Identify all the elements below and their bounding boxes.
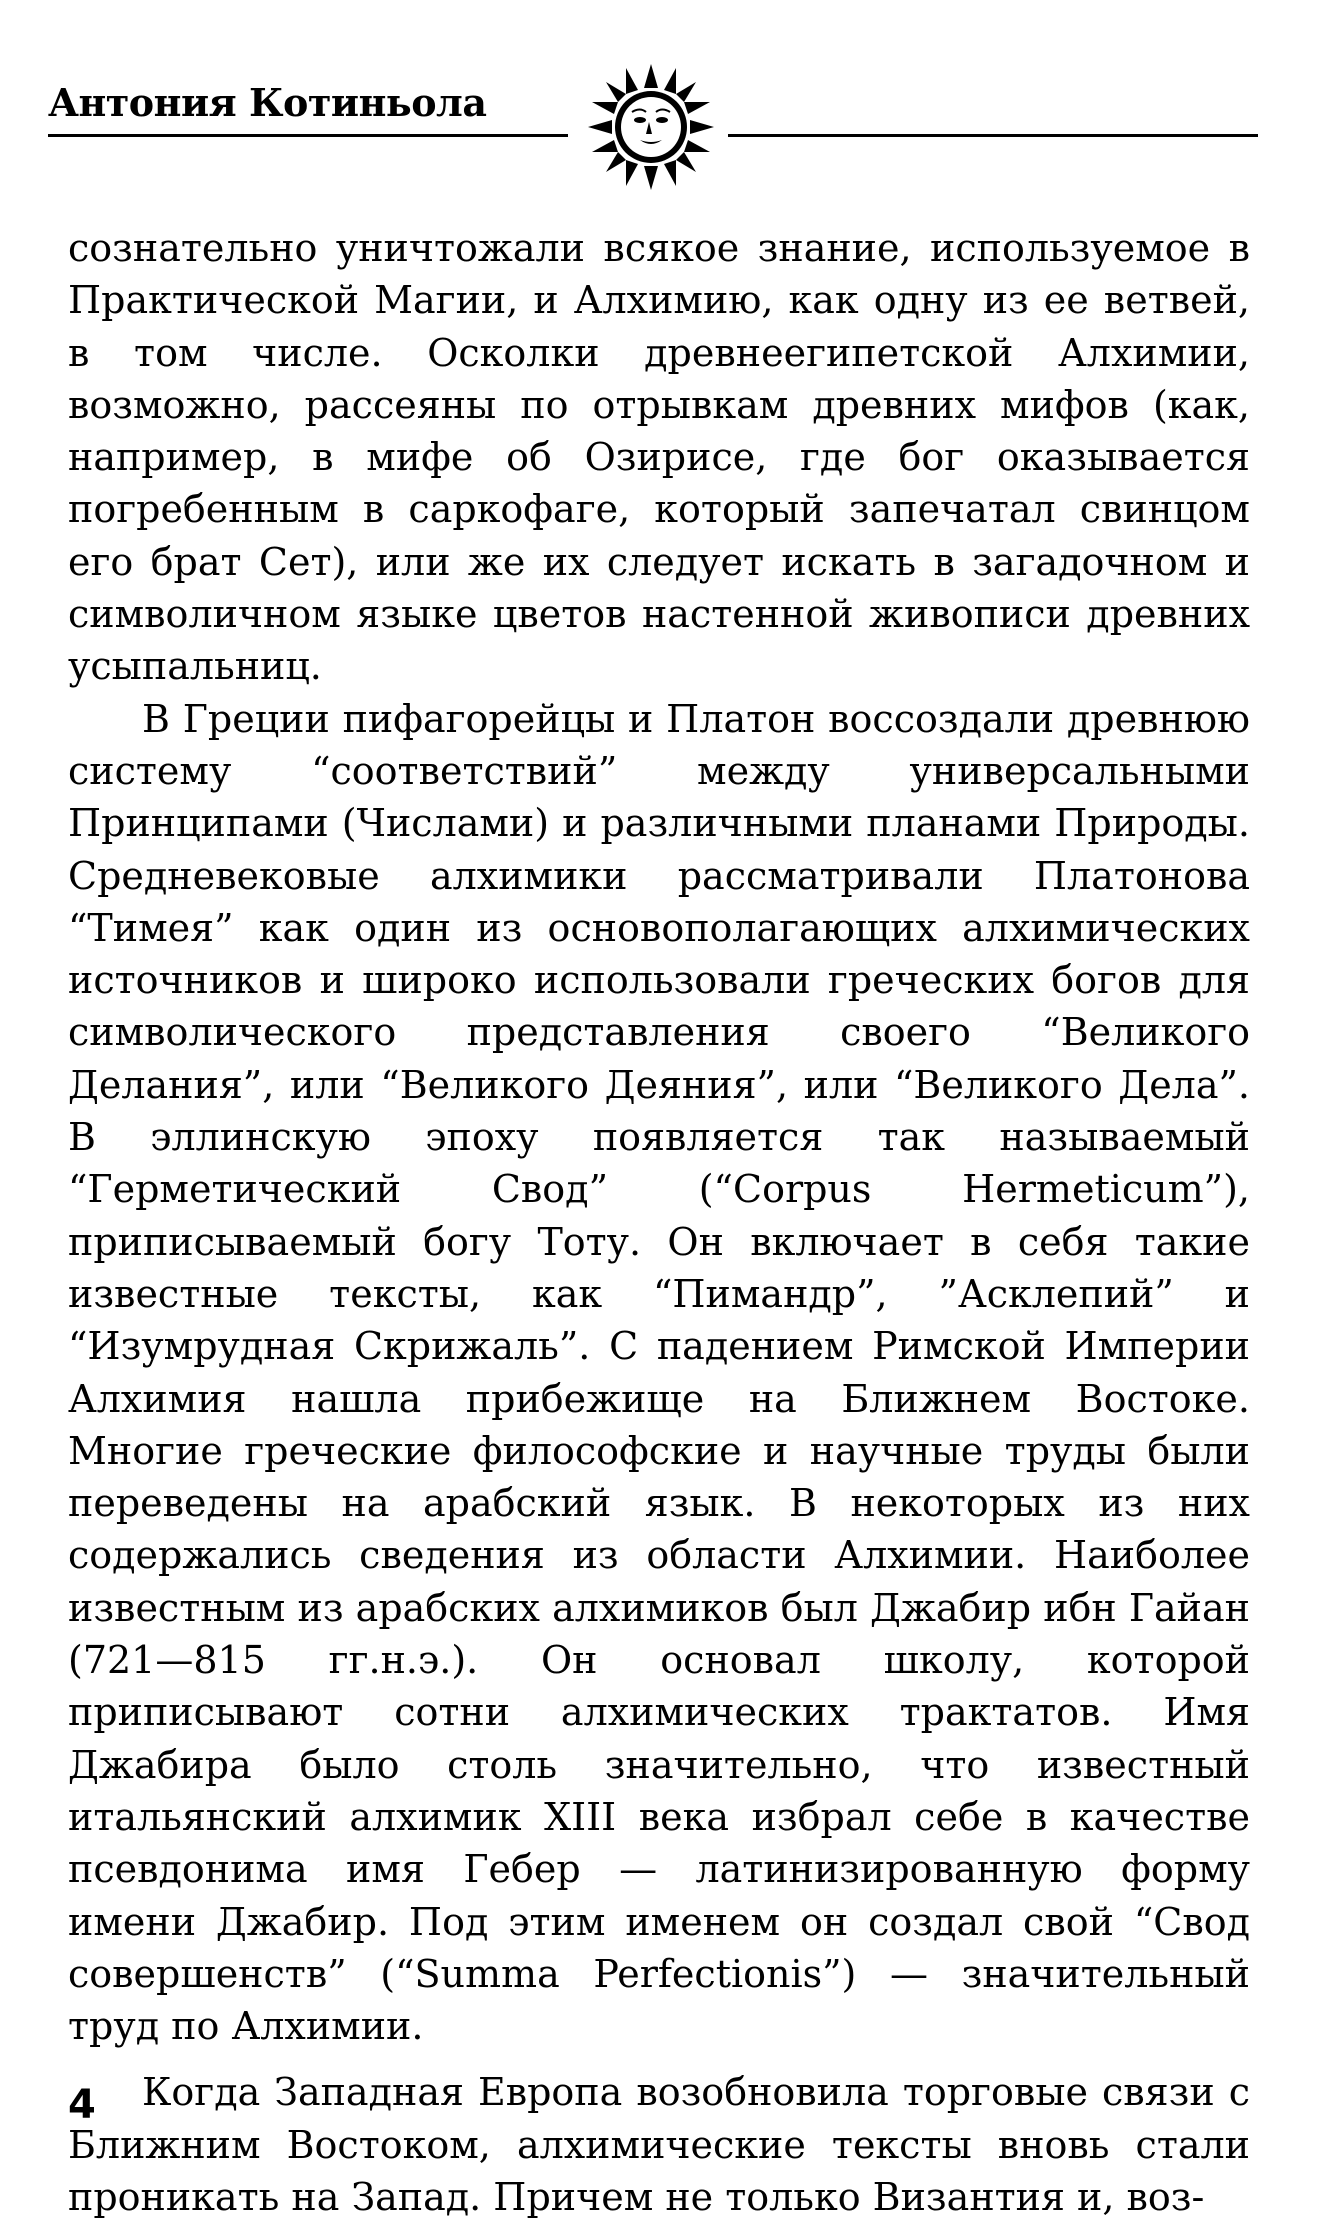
sun-face-icon <box>586 62 716 192</box>
author-name: Антония Котиньола <box>48 80 487 125</box>
body-text <box>68 222 1250 2223</box>
header-rule-left <box>48 134 568 137</box>
page-number: 4 <box>68 2082 96 2128</box>
paragraph-1: сознательно уничтожали всякое знание, используемое в Практической Магии, и Алхимию, как одну из ее ветвей, в том числе. Осколки древнеегипетской Алхимии, возможно, рассеяны по отрывкам древних мифов (как, например, в мифе об Озирисе, где бог оказывается погребенным в саркофаге, который запечатал свинцом его брат Сет), или же их следует искать в загадочном и символичном языке цветов настенной живописи древних усыпальниц. <box>68 226 1250 689</box>
header-rule-right <box>728 134 1258 137</box>
paragraph-3: Когда Западная Европа возобновила торговые связи с Ближним Востоком, алхимические тексты вновь стали проникать на Запад. Причем не только Византия и, воз- <box>68 2070 1250 2219</box>
paragraph-2: В Греции пифагорейцы и Платон воссоздали древнюю систему “соответствий” между универсальными Принципами (Числами) и различными планами Природы. Средневековые алхимики рассматривали Платонова “Тимея” как один из основополагающих алхимических источников и широко использовали греческих богов для символического представления своего “Великого Делания”, или “Великого Деяния”, или “Великого Дела”. В эллинскую эпоху появляется так называемый “Герметический Свод” (“Corpus Hermeticum”), приписываемый богу Тоту. Он включает в себя такие известные тексты, как “Пимандр”, ”Асклепий” и “Изумрудная Скрижаль”. С падением Римской Империи Алхимия нашла прибежище на Ближнем Востоке. Многие греческие философские и научные труды были переведены на арабский язык. В некоторых из них содержались сведения из области Алхимии. Наиболее известным из арабских алхимиков был Джабир ибн Гайан (721—815 гг.н.э.). Он основал школу, которой приписывают сотни алхимических трактатов. Имя Джабира было столь значительно, что известный итальянский алхимик XIII века избрал себе в качестве псевдонима имя Гебер — латинизированную форму имени Джабир. Под этим именем он создал свой “Свод совершенств” (“Summa Perfectionis”) — значительный труд по Алхимии. <box>68 696 1250 2049</box>
running-header <box>48 62 1260 182</box>
